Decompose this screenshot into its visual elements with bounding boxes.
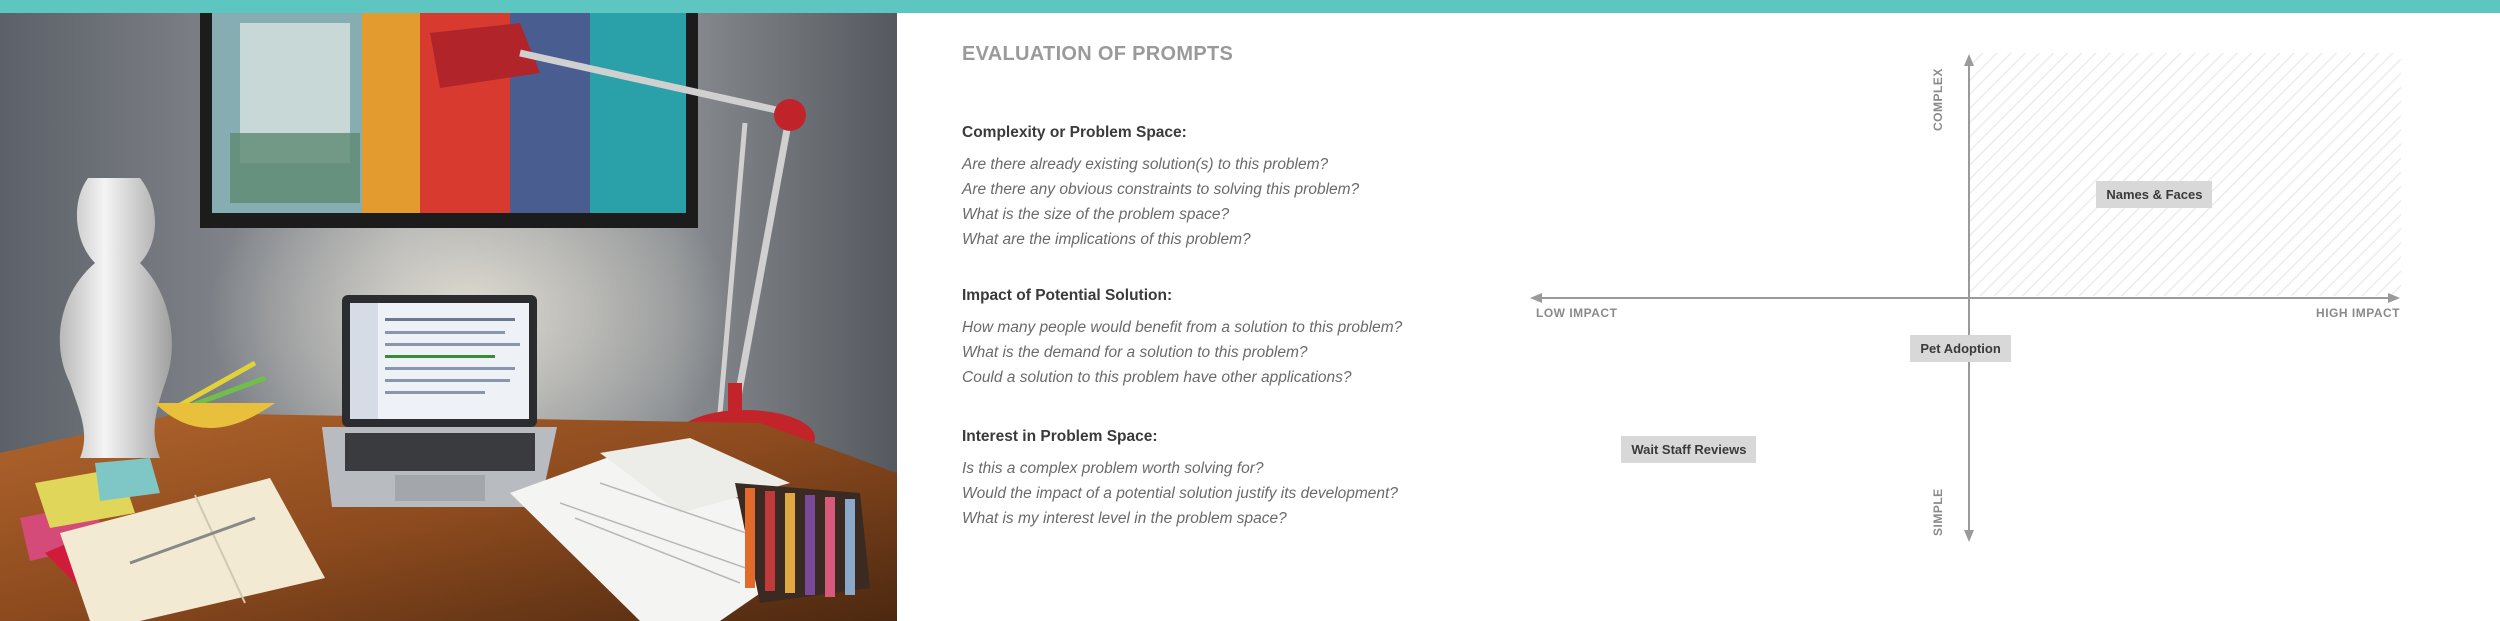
section-heading: Impact of Potential Solution: <box>962 287 1173 304</box>
matrix-item-names-faces: Names & Faces <box>2096 181 2212 208</box>
page-title: EVALUATION OF PROMPTS <box>962 43 1234 65</box>
question-item: What is my interest level in the problem space? <box>962 510 1287 527</box>
y-axis-bottom-arrow <box>1964 530 1974 542</box>
axis-label-low-impact: LOW IMPACT <box>1536 306 1618 320</box>
question-list <box>962 456 1482 531</box>
question-item: How many people would benefit from a solution to this problem? <box>962 319 1403 336</box>
section-impact <box>962 287 1482 390</box>
axis-label-simple: SIMPLE <box>1931 488 1945 536</box>
axis-label-high-impact: HIGH IMPACT <box>2316 306 2400 320</box>
top-accent-bar <box>0 0 2500 13</box>
question-item: Could a solution to this problem have other applications? <box>962 369 1352 386</box>
question-list <box>962 315 1482 390</box>
axis-label-complex: COMPLEX <box>1931 68 1945 131</box>
section-heading: Complexity or Problem Space: <box>962 124 1187 141</box>
section-complexity <box>962 124 1482 252</box>
matrix-item-wait-staff-reviews: Wait Staff Reviews <box>1621 436 1756 463</box>
section-interest <box>962 428 1482 531</box>
matrix-axes <box>1520 48 2410 548</box>
section-heading: Interest in Problem Space: <box>962 428 1158 445</box>
matrix-item-pet-adoption: Pet Adoption <box>1910 335 2010 362</box>
impact-complexity-matrix <box>1520 48 2410 548</box>
question-item: Are there any obvious constraints to solving this problem? <box>962 181 1360 198</box>
question-item: Would the impact of a potential solution justify its development? <box>962 485 1398 502</box>
question-list <box>962 152 1482 252</box>
high-impact-complex-quadrant <box>1970 53 2401 296</box>
question-item: What is the demand for a solution to this problem? <box>962 344 1308 361</box>
question-item: Are there already existing solution(s) to this problem? <box>962 156 1329 173</box>
x-axis-left-arrow <box>1530 293 1542 303</box>
desk-photo <box>0 13 897 621</box>
question-item: What are the implications of this problem? <box>962 231 1251 248</box>
question-item: What is the size of the problem space? <box>962 206 1230 223</box>
question-item: Is this a complex problem worth solving for? <box>962 460 1264 477</box>
